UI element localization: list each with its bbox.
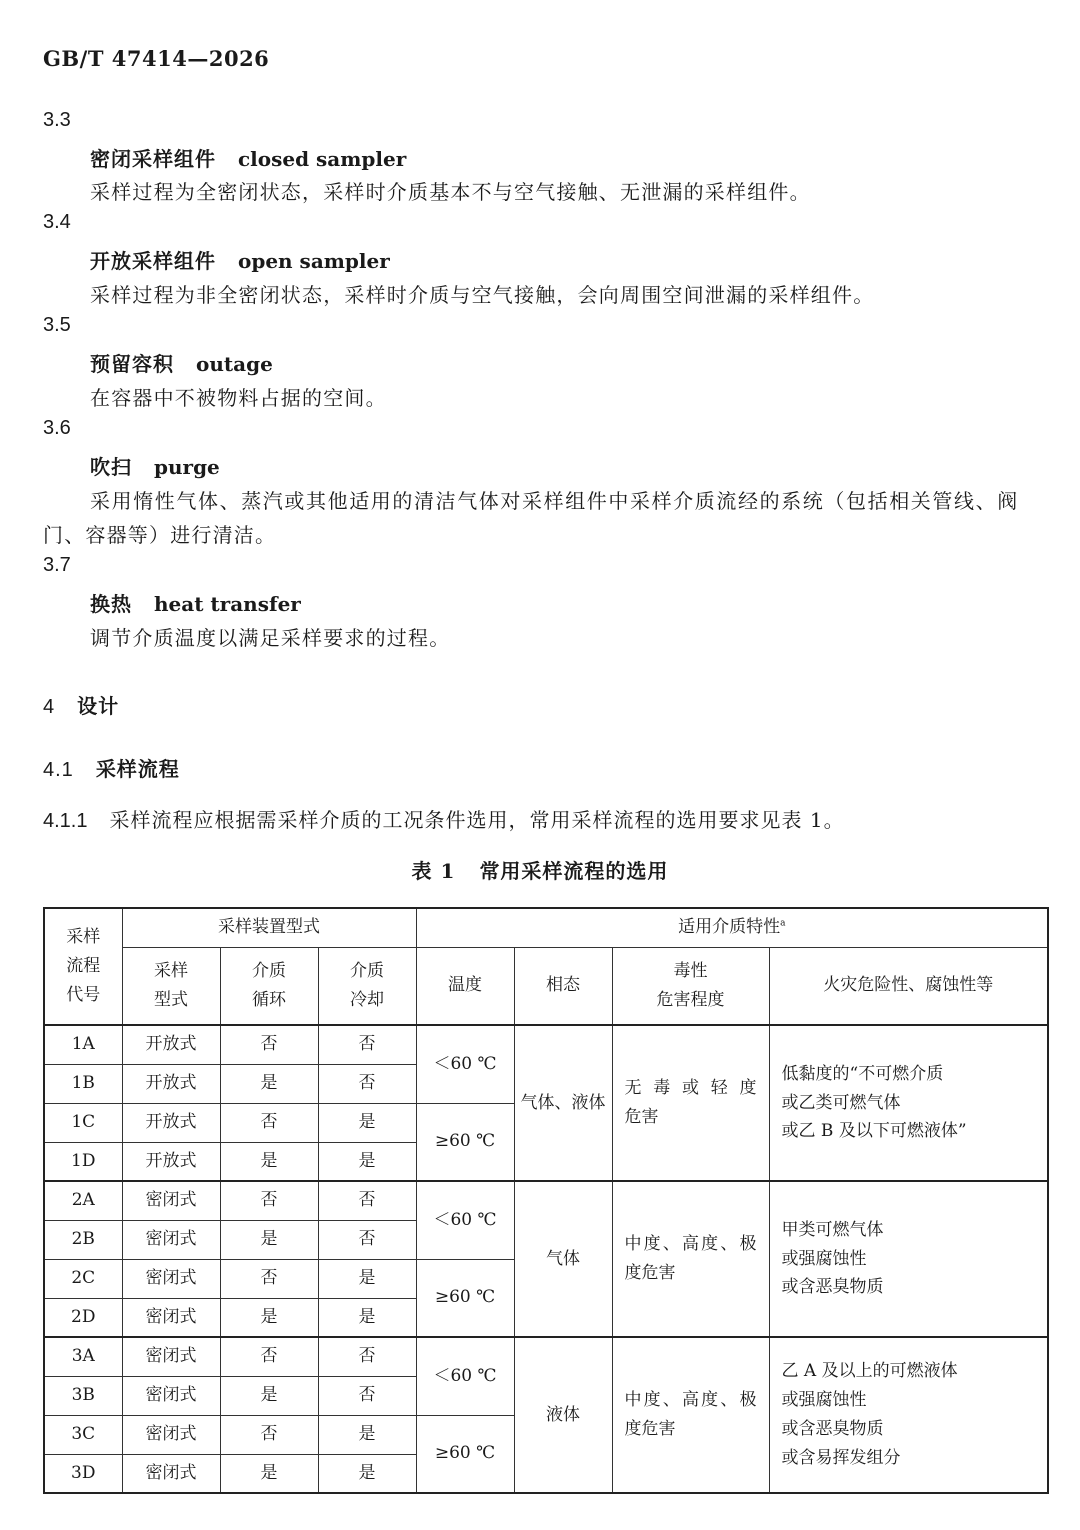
cell-circulation: 是 [220,1064,318,1103]
header-temperature: 温度 [416,947,514,1025]
cell-toxicity: 无毒或轻度 危害 [612,1025,769,1181]
term-heading [90,143,406,172]
cell-code: 2D [44,1298,122,1337]
term-en: open sampler [238,249,390,273]
term-zh: 换热 [90,592,132,616]
cell-code: 3B [44,1376,122,1415]
header-fire-corrosion: 火灾危险性、腐蚀性等 [769,947,1048,1025]
term-en: purge [154,455,220,479]
header-flow-code: 采样 流程 代号 [44,908,122,1025]
table-row [44,1025,1048,1064]
header-device-group: 采样装置型式 [122,908,416,947]
cell-code: 1D [44,1142,122,1181]
cell-code: 2C [44,1259,122,1298]
cell-toxicity: 中度、高度、极 度危害 [612,1337,769,1493]
term-en: closed sampler [238,147,407,171]
cell-circulation: 是 [220,1142,318,1181]
header-properties-group: 适用介质特性$^a$ [416,908,1048,947]
term-heading [90,451,220,480]
clause-number: 4.1.1 [43,810,88,832]
cell-circulation: 否 [220,1415,318,1454]
cell-temperature: ＜60 ℃ [416,1025,514,1103]
term-heading [90,588,301,617]
header-toxicity: 毒性 危害程度 [612,947,769,1025]
cell-circulation: 是 [220,1298,318,1337]
term-heading [90,245,390,274]
document-header: GB/T 47414—2026 [43,46,270,71]
term-definition: 采用惰性气体、蒸汽或其他适用的清洁气体对采样组件中采样介质流经的系统（包括相关管线、阀 [90,489,1019,513]
cell-type: 开放式 [122,1103,220,1142]
table-caption-title: 常用采样流程的选用 [479,859,669,883]
cell-circulation: 否 [220,1025,318,1064]
term-zh: 密闭采样组件 [90,147,216,171]
cell-code: 3A [44,1337,122,1376]
cell-phase: 气体 [514,1181,612,1337]
cell-type: 开放式 [122,1142,220,1181]
cell-code: 3D [44,1454,122,1493]
cell-circulation: 是 [220,1220,318,1259]
section-title: 设计 [77,694,120,718]
cell-cooling: 否 [318,1025,416,1064]
section-number: 4 [43,696,56,718]
cell-type: 开放式 [122,1064,220,1103]
table-group [44,1181,1048,1337]
cell-code: 1B [44,1064,122,1103]
cell-circulation: 否 [220,1259,318,1298]
cell-cooling: 否 [318,1181,416,1220]
table-row [44,1337,1048,1376]
table-group [44,1337,1048,1493]
cell-code: 1C [44,1103,122,1142]
sampling-flow-table [43,907,1049,1494]
cell-cooling: 否 [318,1376,416,1415]
clause-paragraph [43,804,845,833]
cell-temperature: ≥60 ℃ [416,1103,514,1181]
cell-type: 密闭式 [122,1181,220,1220]
term-definition-continued: 门、容器等）进行清洁。 [43,523,277,547]
cell-code: 1A [44,1025,122,1064]
cell-phase: 气体、液体 [514,1025,612,1181]
cell-circulation: 否 [220,1103,318,1142]
table-caption [0,855,1080,884]
cell-cooling: 否 [318,1064,416,1103]
cell-phase: 液体 [514,1337,612,1493]
cell-cooling: 是 [318,1454,416,1493]
subsection-title: 采样流程 [95,757,180,781]
cell-temperature: ＜60 ℃ [416,1337,514,1415]
cell-temperature: ≥60 ℃ [416,1259,514,1337]
cell-code: 3C [44,1415,122,1454]
term-number: 3.5 [43,314,71,336]
cell-circulation: 否 [220,1181,318,1220]
subsection-heading [43,753,180,782]
cell-code: 2B [44,1220,122,1259]
term-number: 3.6 [43,417,71,439]
cell-type: 密闭式 [122,1376,220,1415]
cell-toxicity: 中度、高度、极 度危害 [612,1181,769,1337]
cell-cooling: 否 [318,1337,416,1376]
cell-circulation: 是 [220,1376,318,1415]
subsection-number: 4.1 [43,759,74,781]
term-number: 3.3 [43,109,71,131]
term-zh: 预留容积 [90,352,174,376]
cell-type: 密闭式 [122,1220,220,1259]
cell-cooling: 是 [318,1103,416,1142]
cell-cooling: 否 [318,1220,416,1259]
term-definition: 在容器中不被物料占据的空间。 [90,386,387,410]
term-definition: 采样过程为非全密闭状态，采样时介质与空气接触，会向周围空间泄漏的采样组件。 [90,283,875,307]
header-circulation: 介质 循环 [220,947,318,1025]
cell-temperature: ≥60 ℃ [416,1415,514,1493]
header-sampling-type: 采样 型式 [122,947,220,1025]
clause-text: 采样流程应根据需采样介质的工况条件选用，常用采样流程的选用要求见表 1。 [109,808,845,832]
term-definition: 调节介质温度以满足采样要求的过程。 [90,626,451,650]
term-zh: 吹扫 [90,455,132,479]
cell-cooling: 是 [318,1142,416,1181]
term-number: 3.7 [43,554,71,576]
cell-temperature: ＜60 ℃ [416,1181,514,1259]
cell-fire-corrosion: 甲类可燃气体 或强腐蚀性 或含恶臭物质 [769,1181,1048,1337]
term-number: 3.4 [43,211,71,233]
term-heading [90,348,273,377]
cell-circulation: 是 [220,1454,318,1493]
header-cooling: 介质 冷却 [318,947,416,1025]
term-zh: 开放采样组件 [90,249,216,273]
cell-cooling: 是 [318,1415,416,1454]
cell-type: 密闭式 [122,1415,220,1454]
cell-cooling: 是 [318,1298,416,1337]
cell-type: 密闭式 [122,1454,220,1493]
section-heading [43,690,119,719]
cell-type: 密闭式 [122,1259,220,1298]
cell-fire-corrosion: 低黏度的“不可燃介质 或乙类可燃气体 或乙 B 及以下可燃液体” [769,1025,1048,1181]
cell-fire-corrosion: 乙 A 及以上的可燃液体 或强腐蚀性 或含恶臭物质 或含易挥发组分 [769,1337,1048,1493]
term-definition: 采样过程为全密闭状态，采样时介质基本不与空气接触、无泄漏的采样组件。 [90,180,811,204]
cell-type: 密闭式 [122,1298,220,1337]
table-row [44,1181,1048,1220]
term-en: outage [196,352,273,376]
cell-code: 2A [44,1181,122,1220]
footnote-marker: a [780,918,786,929]
cell-cooling: 是 [318,1259,416,1298]
term-en: heat transfer [154,592,301,616]
table-caption-number: 表 1 [411,859,456,883]
table-group [44,1025,1048,1181]
cell-type: 开放式 [122,1025,220,1064]
header-phase: 相态 [514,947,612,1025]
cell-type: 密闭式 [122,1337,220,1376]
cell-circulation: 否 [220,1337,318,1376]
